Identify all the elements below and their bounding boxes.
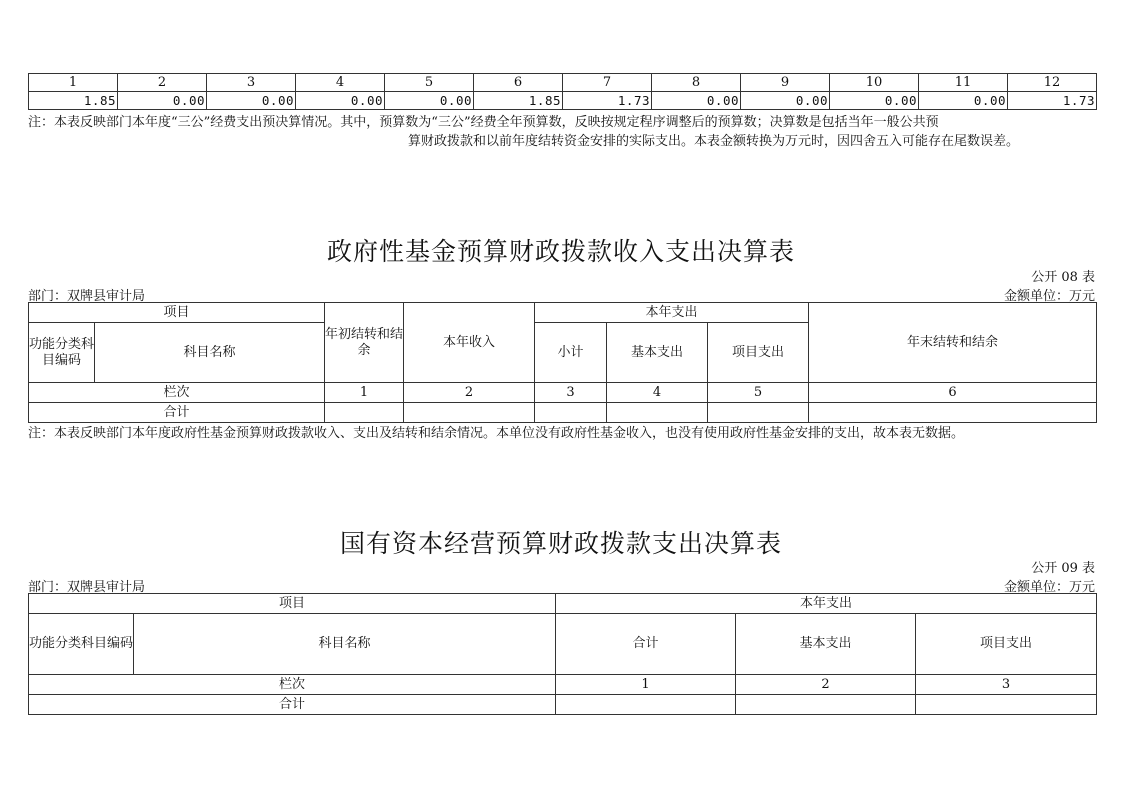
header-item: 项目: [29, 303, 325, 323]
value-row: [29, 92, 1097, 110]
empty-cell: [916, 695, 1097, 715]
empty-cell: [556, 695, 736, 715]
col-number: 3: [207, 74, 296, 92]
value-cell: 0.00: [207, 92, 296, 110]
header-subtotal: 小计: [535, 323, 607, 383]
header-item: 项目: [29, 594, 556, 614]
value-cell: 0.00: [741, 92, 830, 110]
row-total: 合计: [29, 403, 325, 423]
col-number: 8: [652, 74, 741, 92]
value-cell: 0.00: [296, 92, 385, 110]
col-no: 4: [607, 383, 708, 403]
header-subject-name: 科目名称: [95, 323, 325, 383]
col-number: 5: [385, 74, 474, 92]
header-subject-name: 科目名称: [134, 614, 556, 675]
header-income: 本年收入: [404, 303, 535, 383]
value-cell: 0.00: [830, 92, 919, 110]
value-cell: 1.73: [563, 92, 652, 110]
header-expense: 本年支出: [535, 303, 809, 323]
col-no: 1: [325, 383, 404, 403]
sangong-note-line2: 算财政拨款和以前年度结转资金安排的实际支出。本表金额转换为万元时，因四舍五入可能存在尾数误差。: [408, 134, 1020, 149]
empty-cell: [404, 403, 535, 423]
col-number: 4: [296, 74, 385, 92]
value-cell: 1.73: [1008, 92, 1097, 110]
col-number: 9: [741, 74, 830, 92]
value-cell: 1.85: [29, 92, 118, 110]
state-capital-department: 部门：双牌县审计局: [28, 580, 146, 595]
state-capital-title: 国有资本经营预算财政拨款支出决算表: [339, 529, 782, 558]
col-number: 2: [118, 74, 207, 92]
col-no: 3: [535, 383, 607, 403]
row-col-no: 栏次: [29, 383, 325, 403]
header-func-code: 功能分类科目编码: [29, 614, 134, 675]
col-number: 12: [1008, 74, 1097, 92]
empty-cell: [535, 403, 607, 423]
header-total: 合计: [556, 614, 736, 675]
empty-cell: [708, 403, 809, 423]
header-begin-balance: 年初结转和结余: [325, 303, 404, 383]
empty-cell: [607, 403, 708, 423]
value-cell: 0.00: [385, 92, 474, 110]
header-func-code: 功能分类科目编码: [29, 323, 95, 383]
row-total: 合计: [29, 695, 556, 715]
gov-fund-table: [28, 302, 1097, 423]
empty-cell: [325, 403, 404, 423]
state-capital-table: [28, 593, 1097, 715]
header-project: 项目支出: [708, 323, 809, 383]
empty-cell: [809, 403, 1097, 423]
empty-cell: [736, 695, 916, 715]
col-number: 6: [474, 74, 563, 92]
value-cell: 0.00: [118, 92, 207, 110]
value-cell: 0.00: [652, 92, 741, 110]
header-basic: 基本支出: [736, 614, 916, 675]
col-number: 1: [29, 74, 118, 92]
value-cell: 0.00: [919, 92, 1008, 110]
col-number: 7: [563, 74, 652, 92]
header-project: 项目支出: [916, 614, 1097, 675]
col-no: 1: [556, 675, 736, 695]
col-no: 3: [916, 675, 1097, 695]
header-basic: 基本支出: [607, 323, 708, 383]
gov-fund-note: 注：本表反映部门本年度政府性基金预算财政拨款收入、支出及结转和结余情况。本单位没有政府性基金收入，也没有使用政府性基金安排的支出，故本表无数据。: [28, 426, 965, 441]
col-number: 10: [830, 74, 919, 92]
gov-fund-unit: 金额单位：万元: [1003, 289, 1095, 304]
col-no: 2: [404, 383, 535, 403]
header-end-balance: 年末结转和结余: [809, 303, 1097, 383]
sangong-table: [28, 73, 1097, 110]
col-no: 6: [809, 383, 1097, 403]
header-expense: 本年支出: [556, 594, 1097, 614]
value-cell: 1.85: [474, 92, 563, 110]
col-no: 5: [708, 383, 809, 403]
state-capital-table-code: 公开 09 表: [1031, 561, 1095, 576]
col-number: 11: [919, 74, 1008, 92]
gov-fund-table-code: 公开 08 表: [1031, 270, 1095, 285]
gov-fund-department: 部门：双牌县审计局: [28, 289, 146, 304]
state-capital-unit: 金额单位：万元: [1003, 580, 1095, 595]
col-no: 2: [736, 675, 916, 695]
column-number-row: [29, 74, 1097, 92]
gov-fund-title: 政府性基金预算财政拨款收入支出决算表: [326, 237, 795, 266]
row-col-no: 栏次: [29, 675, 556, 695]
sangong-note-line1: 注：本表反映部门本年度“三公”经费支出预决算情况。其中，预算数为“三公”经费全年预算数，反映按规定程序调整后的预算数；决算数是包括当年一般公共预: [28, 115, 939, 130]
